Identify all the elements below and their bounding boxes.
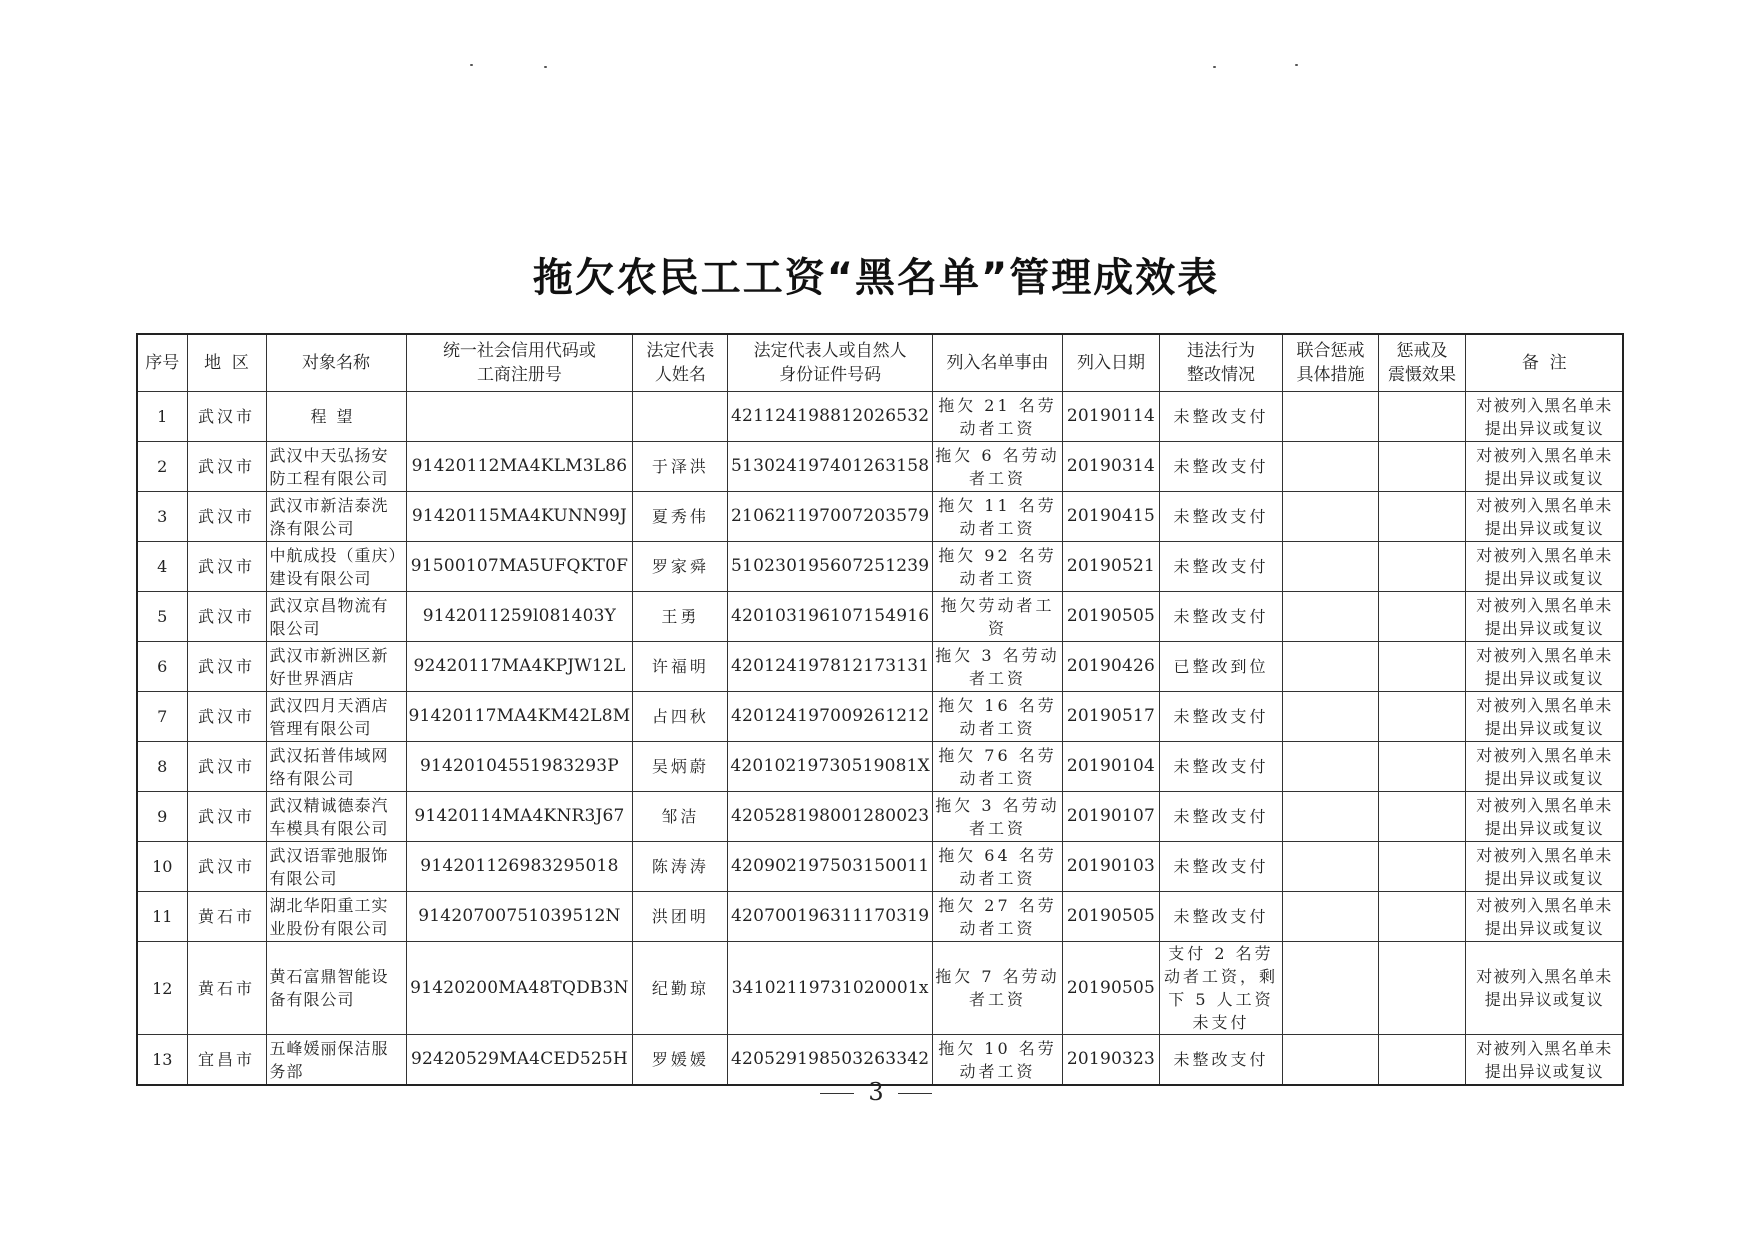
table-header-row [137,334,1623,392]
cell-id-number: 210621197007203579 [728,492,933,542]
table-row [137,492,1623,542]
cell-id-number: 420700196311170319 [728,892,933,942]
cell-legal-rep: 夏秀伟 [633,492,728,542]
cell-joint-measures [1282,492,1378,542]
page-number-dash-right [898,1093,932,1094]
cell-name: 武汉拓普伟域网络有限公司 [266,742,406,792]
cell-date: 20190505 [1062,592,1159,642]
header-legal-rep-line2: 人姓名 [654,365,706,385]
cell-rectification: 未整改支付 [1159,842,1282,892]
cell-name: 武汉中天弘扬安防工程有限公司 [266,442,406,492]
cell-joint-measures [1282,542,1378,592]
cell-credit-code: 91420700751039512N [406,892,633,942]
cell-legal-rep: 罗家舜 [633,542,728,592]
cell-seq: 13 [137,1035,187,1086]
header-deterrence-effect-line1: 惩戒及 [1396,341,1448,361]
cell-rectification: 未整改支付 [1159,442,1282,492]
cell-reason: 拖欠 11 名劳动者工资 [932,492,1062,542]
cell-date: 20190314 [1062,442,1159,492]
cell-seq: 12 [137,942,187,1035]
header-rectification-line2: 整改情况 [1186,365,1255,385]
cell-id-number: 34102119731020001x [728,942,933,1035]
table-row [137,392,1623,442]
cell-legal-rep: 纪勤琼 [633,942,728,1035]
document-title: 拖欠农民工工资“黑名单”管理成效表 [532,255,1220,301]
scan-speck [1295,64,1298,66]
cell-credit-code: 9142011259l081403Y [406,592,633,642]
cell-date: 20190323 [1062,1035,1159,1086]
cell-date: 20190103 [1062,842,1159,892]
header-name: 对象名称 [266,334,406,392]
header-deterrence-effect-line2: 震慑效果 [1387,365,1456,385]
header-id-number-line2: 身份证件号码 [779,365,882,385]
scan-speck [470,64,473,66]
cell-joint-measures [1282,392,1378,442]
cell-legal-rep: 于泽洪 [633,442,728,492]
cell-legal-rep: 吴炳蔚 [633,742,728,792]
cell-deterrence-effect [1378,792,1465,842]
header-joint-measures [1282,334,1378,392]
cell-joint-measures [1282,592,1378,642]
cell-region: 武汉市 [187,542,266,592]
header-rectification-line1: 违法行为 [1186,341,1255,361]
cell-date: 20190517 [1062,692,1159,742]
cell-seq: 2 [137,442,187,492]
cell-id-number: 420124197009261212 [728,692,933,742]
cell-date: 20190426 [1062,642,1159,692]
table-row [137,792,1623,842]
cell-id-number: 42010219730519081X [728,742,933,792]
cell-legal-rep: 王勇 [633,592,728,642]
cell-remark: 对被列入黑名单未提出异议或复议 [1465,392,1623,442]
cell-deterrence-effect [1378,692,1465,742]
cell-id-number: 510230195607251239 [728,542,933,592]
cell-rectification: 支付 2 名劳动者工资，剩下 5 人工资未支付 [1159,942,1282,1035]
header-legal-rep [633,334,728,392]
cell-seq: 10 [137,842,187,892]
cell-region: 黄石市 [187,892,266,942]
header-credit-code-line2: 工商注册号 [476,365,562,385]
cell-name: 武汉市新洲区新好世界酒店 [266,642,406,692]
cell-name: 武汉精诚德泰汽车模具有限公司 [266,792,406,842]
cell-deterrence-effect [1378,542,1465,592]
cell-remark: 对被列入黑名单未提出异议或复议 [1465,842,1623,892]
cell-reason: 拖欠 3 名劳动者工资 [932,642,1062,692]
cell-region: 武汉市 [187,792,266,842]
cell-legal-rep: 许福明 [633,642,728,692]
cell-rectification: 未整改支付 [1159,392,1282,442]
cell-region: 武汉市 [187,642,266,692]
table-row [137,442,1623,492]
cell-joint-measures [1282,642,1378,692]
cell-remark: 对被列入黑名单未提出异议或复议 [1465,492,1623,542]
cell-name: 中航成投（重庆）建设有限公司 [266,542,406,592]
cell-date: 20190505 [1062,942,1159,1035]
cell-joint-measures [1282,792,1378,842]
cell-reason: 拖欠 10 名劳动者工资 [932,1035,1062,1086]
cell-date: 20190107 [1062,792,1159,842]
table-row [137,742,1623,792]
cell-credit-code: 91420117MA4KM42L8M [406,692,633,742]
header-joint-measures-line2: 具体措施 [1296,365,1365,385]
cell-joint-measures [1282,442,1378,492]
cell-id-number: 420528198001280023 [728,792,933,842]
cell-region: 武汉市 [187,842,266,892]
cell-credit-code: 914201126983295018 [406,842,633,892]
cell-deterrence-effect [1378,842,1465,892]
header-credit-code [406,334,633,392]
header-deterrence-effect [1378,334,1465,392]
cell-credit-code: 91420104551983293P [406,742,633,792]
cell-reason: 拖欠 6 名劳动者工资 [932,442,1062,492]
cell-rectification: 未整改支付 [1159,892,1282,942]
cell-legal-rep: 占四秋 [633,692,728,742]
page-number: 3 [868,1078,884,1106]
cell-deterrence-effect [1378,942,1465,1035]
cell-region: 宜昌市 [187,1035,266,1086]
cell-joint-measures [1282,842,1378,892]
cell-joint-measures [1282,892,1378,942]
scan-speck [544,66,547,68]
header-credit-code-line1: 统一社会信用代码或 [442,341,596,361]
cell-rectification: 已整改到位 [1159,642,1282,692]
cell-rectification: 未整改支付 [1159,542,1282,592]
blacklist-table [136,333,1624,1086]
cell-region: 武汉市 [187,442,266,492]
scan-speck [1213,66,1216,68]
cell-date: 20190415 [1062,492,1159,542]
page-number-dash-left [820,1093,854,1094]
cell-joint-measures [1282,942,1378,1035]
cell-credit-code: 92420117MA4KPJW12L [406,642,633,692]
cell-name: 武汉四月天酒店管理有限公司 [266,692,406,742]
cell-seq: 8 [137,742,187,792]
header-seq: 序号 [137,334,187,392]
cell-legal-rep: 洪团明 [633,892,728,942]
cell-seq: 11 [137,892,187,942]
cell-remark: 对被列入黑名单未提出异议或复议 [1465,692,1623,742]
cell-credit-code: 92420529MA4CED525H [406,1035,633,1086]
cell-region: 武汉市 [187,492,266,542]
cell-date: 20190114 [1062,392,1159,442]
cell-name: 五峰媛丽保洁服务部 [266,1035,406,1086]
cell-seq: 7 [137,692,187,742]
cell-seq: 3 [137,492,187,542]
table-row [137,892,1623,942]
cell-credit-code: 91420112MA4KLM3L86 [406,442,633,492]
header-date: 列入日期 [1062,334,1159,392]
cell-reason: 拖欠 21 名劳动者工资 [932,392,1062,442]
cell-region: 武汉市 [187,692,266,742]
cell-remark: 对被列入黑名单未提出异议或复议 [1465,792,1623,842]
cell-remark: 对被列入黑名单未提出异议或复议 [1465,742,1623,792]
cell-legal-rep: 邹洁 [633,792,728,842]
cell-deterrence-effect [1378,392,1465,442]
cell-seq: 1 [137,392,187,442]
blacklist-table-container [136,333,1624,1086]
cell-legal-rep [633,392,728,442]
cell-deterrence-effect [1378,742,1465,792]
header-reason: 列入名单事由 [932,334,1062,392]
header-remark: 备 注 [1465,334,1623,392]
cell-remark: 对被列入黑名单未提出异议或复议 [1465,542,1623,592]
cell-deterrence-effect [1378,592,1465,642]
cell-id-number: 421124198812026532 [728,392,933,442]
cell-credit-code: 91420200MA48TQDB3N [406,942,633,1035]
cell-id-number: 420103196107154916 [728,592,933,642]
cell-date: 20190104 [1062,742,1159,792]
cell-credit-code [406,392,633,442]
cell-remark: 对被列入黑名单未提出异议或复议 [1465,892,1623,942]
cell-deterrence-effect [1378,642,1465,692]
cell-rectification: 未整改支付 [1159,592,1282,642]
table-body [137,392,1623,1086]
cell-region: 黄石市 [187,942,266,1035]
table-row [137,592,1623,642]
table-row [137,942,1623,1035]
cell-name: 武汉语霏弛服饰有限公司 [266,842,406,892]
cell-name: 武汉京昌物流有限公司 [266,592,406,642]
cell-id-number: 420529198503263342 [728,1035,933,1086]
cell-deterrence-effect [1378,442,1465,492]
cell-rectification: 未整改支付 [1159,1035,1282,1086]
header-legal-rep-line1: 法定代表 [646,341,715,361]
cell-name: 武汉市新洁泰洗涤有限公司 [266,492,406,542]
cell-seq: 6 [137,642,187,692]
cell-joint-measures [1282,742,1378,792]
cell-seq: 4 [137,542,187,592]
cell-credit-code: 91420115MA4KUNN99J [406,492,633,542]
cell-legal-rep: 陈涛涛 [633,842,728,892]
cell-remark: 对被列入黑名单未提出异议或复议 [1465,642,1623,692]
cell-name: 黄石富鼎智能设备有限公司 [266,942,406,1035]
cell-reason: 拖欠 7 名劳动者工资 [932,942,1062,1035]
cell-name: 湖北华阳重工实业股份有限公司 [266,892,406,942]
table-row [137,692,1623,742]
header-region: 地 区 [187,334,266,392]
cell-reason: 拖欠 76 名劳动者工资 [932,742,1062,792]
cell-remark: 对被列入黑名单未提出异议或复议 [1465,1035,1623,1086]
cell-id-number: 513024197401263158 [728,442,933,492]
cell-region: 武汉市 [187,592,266,642]
table-row [137,542,1623,592]
cell-region: 武汉市 [187,742,266,792]
cell-reason: 拖欠 3 名劳动者工资 [932,792,1062,842]
header-rectification [1159,334,1282,392]
cell-reason: 拖欠 27 名劳动者工资 [932,892,1062,942]
cell-rectification: 未整改支付 [1159,742,1282,792]
cell-credit-code: 91420114MA4KNR3J67 [406,792,633,842]
cell-deterrence-effect [1378,492,1465,542]
cell-credit-code: 91500107MA5UFQKT0F [406,542,633,592]
header-joint-measures-line1: 联合惩戒 [1296,341,1365,361]
cell-id-number: 420124197812173131 [728,642,933,692]
header-id-number [728,334,933,392]
cell-reason: 拖欠 92 名劳动者工资 [932,542,1062,592]
cell-joint-measures [1282,692,1378,742]
cell-seq: 9 [137,792,187,842]
cell-remark: 对被列入黑名单未提出异议或复议 [1465,442,1623,492]
header-id-number-line1: 法定代表人或自然人 [753,341,907,361]
cell-reason: 拖欠劳动者工资 [932,592,1062,642]
cell-deterrence-effect [1378,892,1465,942]
table-row [137,642,1623,692]
cell-reason: 拖欠 16 名劳动者工资 [932,692,1062,742]
cell-rectification: 未整改支付 [1159,792,1282,842]
table-row [137,842,1623,892]
cell-date: 20190505 [1062,892,1159,942]
cell-legal-rep: 罗媛媛 [633,1035,728,1086]
cell-remark: 对被列入黑名单未提出异议或复议 [1465,942,1623,1035]
cell-date: 20190521 [1062,542,1159,592]
cell-rectification: 未整改支付 [1159,492,1282,542]
cell-id-number: 420902197503150011 [728,842,933,892]
cell-name: 程望 [266,392,406,442]
cell-rectification: 未整改支付 [1159,692,1282,742]
cell-seq: 5 [137,592,187,642]
cell-region: 武汉市 [187,392,266,442]
cell-remark: 对被列入黑名单未提出异议或复议 [1465,592,1623,642]
cell-reason: 拖欠 64 名劳动者工资 [932,842,1062,892]
page-number-footer [0,1078,1752,1106]
